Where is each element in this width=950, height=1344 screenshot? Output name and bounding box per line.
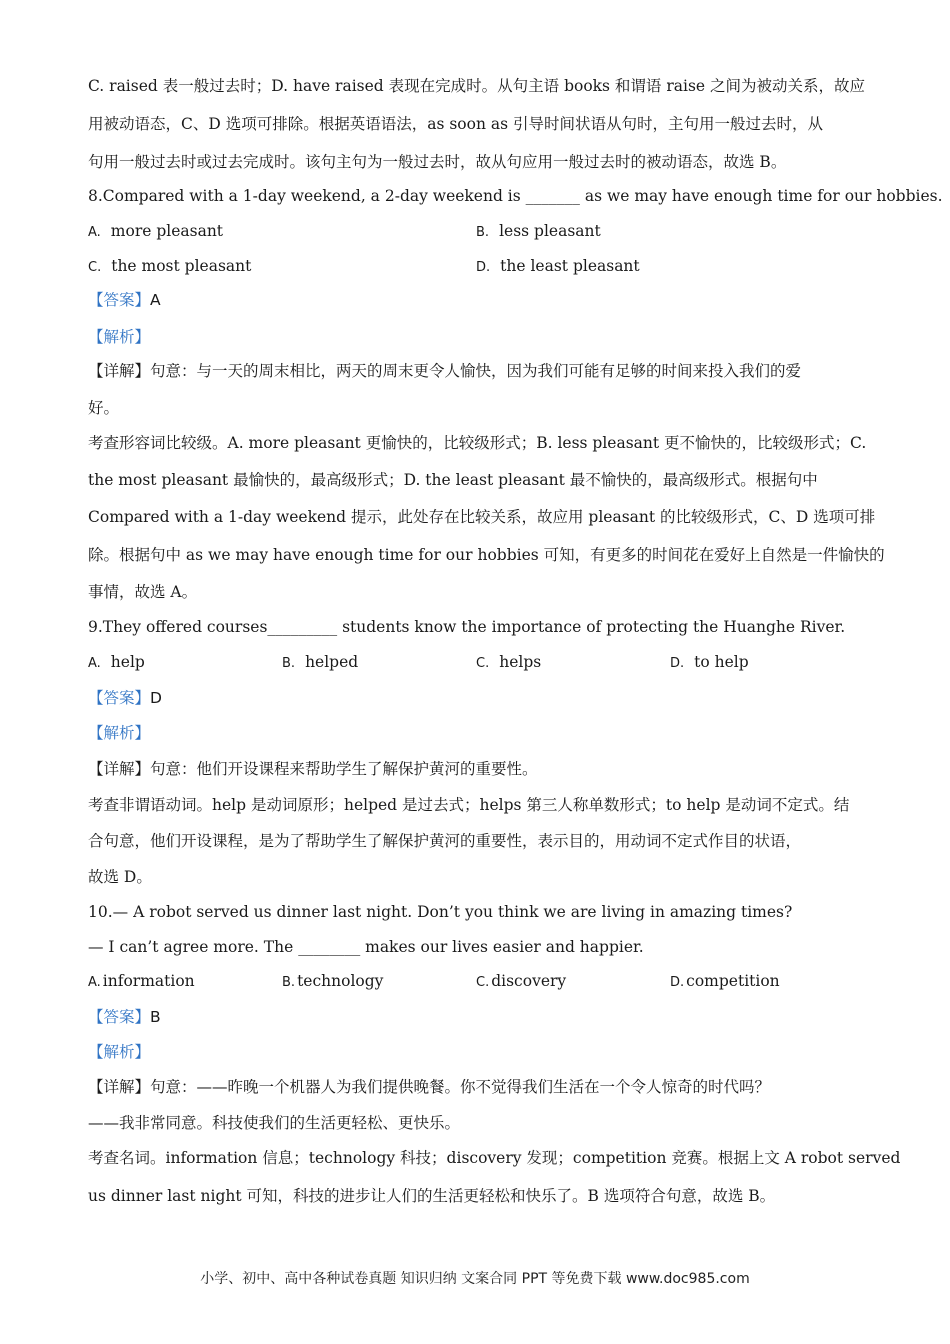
answer-value: D [150, 689, 162, 707]
q8-detail-line: 事情，故选 A。 [88, 583, 198, 601]
question-10-line: 10.— A robot served us dinner last night. Don’t you think we are living in amazing times? [88, 903, 793, 921]
q8-detail-line: the most pleasant 最愉快的，最高级形式；D. the least pleasant 最不愉快的，最高级形式。根据句中 [88, 471, 818, 489]
q9-option-d [670, 652, 749, 674]
q9-analysis-tag [88, 723, 150, 743]
q9-option-b [282, 652, 358, 674]
q10-option-b [282, 971, 383, 993]
q10-detail-line: 【详解】句意：——昨晚一个机器人为我们提供晚餐。你不觉得我们生活在一个令人惊奇的时代吗？ [88, 1078, 771, 1096]
option-label: C. [476, 656, 490, 671]
q8-detail-line: Compared with a 1-day weekend 提示，此处存在比较关系，故应用 pleasant 的比较级形式，C、D 选项可排 [88, 508, 876, 526]
option-label: B. [282, 975, 296, 990]
option-text: more pleasant [110, 222, 224, 240]
q8-detail-line: 【详解】句意：与一天的周末相比，两天的周末更令人愉快，因为我们可能有足够的时间来投入我们的爱 [88, 362, 802, 380]
analysis-tag: 【解析】 [88, 724, 151, 742]
option-text: to help [694, 653, 749, 671]
option-label: B. [476, 225, 490, 240]
q8-option-c [88, 256, 251, 278]
q10-detail-line: us dinner last night 可知，科技的进步让人们的生活更轻松和快乐了。B 选项符合句意，故选 B。 [88, 1187, 776, 1205]
q9-answer [88, 688, 162, 708]
answer-tag: 【答案】 [88, 1008, 151, 1026]
question-8: 8.Compared with a 1-day weekend, a 2-day weekend is _______ as we may have enough time for our hobbies. [88, 187, 943, 205]
q9-detail-line: 考查非谓语动词。help 是动词原形；helped 是过去式；helps 第三人称单数形式；to help 是动词不定式。结 [88, 796, 850, 814]
q9-option-a [88, 652, 145, 674]
answer-tag: 【答案】 [88, 291, 151, 309]
q9-detail-line: 故选 D。 [88, 868, 152, 886]
option-label: D. [670, 656, 685, 671]
option-text: helped [305, 653, 359, 671]
text-line: C. raised 表一般过去时；D. have raised 表现在完成时。从句主语 books 和谓语 raise 之间为被动关系，故应 [88, 77, 866, 95]
q10-answer [88, 1007, 161, 1027]
option-text: the least pleasant [500, 257, 640, 275]
q9-option-c [476, 652, 541, 674]
question-9: 9.They offered courses_________ students know the importance of protecting the Huanghe River. [88, 618, 846, 636]
option-text: help [110, 653, 145, 671]
text-line: 句用一般过去时或过去完成时。该句主句为一般过去时，故从句应用一般过去时的被动语态，故选 B。 [88, 153, 787, 171]
analysis-tag: 【解析】 [88, 1043, 151, 1061]
q9-detail-line: 合句意，他们开设课程，是为了帮助学生了解保护黄河的重要性，表示目的，用动词不定式作目的状语， [88, 832, 802, 850]
q8-analysis-tag [88, 327, 150, 347]
q8-answer [88, 290, 161, 310]
q10-analysis-tag [88, 1042, 150, 1062]
page-footer: 小学、初中、高中各种试卷真题 知识归纳 文案合同 PPT 等免费下载 www.doc985.com [200, 1271, 750, 1287]
option-text: technology [297, 972, 384, 990]
q8-option-d [476, 256, 640, 278]
q8-option-a [88, 221, 223, 243]
option-text: the most pleasant [111, 257, 252, 275]
answer-value: B [150, 1008, 161, 1026]
option-label: C. [88, 260, 102, 275]
option-label: D. [670, 975, 685, 990]
option-label: B. [282, 656, 296, 671]
q10-detail-line: 考查名词。information 信息；technology 科技；discovery 发现；competition 竞赛。根据上文 A robot served [88, 1149, 901, 1167]
text-line: 用被动语态，C、D 选项可排除。根据英语语法，as soon as 引导时间状语从句时，主句用一般过去时，从 [88, 115, 823, 133]
q8-detail-line: 好。 [88, 399, 120, 417]
question-10-line: — I can’t agree more. The ________ makes our lives easier and happier. [88, 938, 644, 956]
analysis-tag: 【解析】 [88, 328, 151, 346]
option-label: C. [476, 975, 490, 990]
q10-detail-line: ——我非常同意。科技使我们的生活更轻松、更快乐。 [88, 1114, 461, 1132]
answer-tag: 【答案】 [88, 689, 151, 707]
option-label: A. [88, 225, 101, 240]
q8-option-b [476, 221, 601, 243]
option-text: helps [499, 653, 542, 671]
q9-detail-line: 【详解】句意：他们开设课程来帮助学生了解保护黄河的重要性。 [88, 760, 538, 778]
option-text: discovery [491, 972, 567, 990]
option-label: A. [88, 975, 101, 990]
q8-detail-line: 除。根据句中 as we may have enough time for our hobbies 可知，有更多的时间花在爱好上自然是一件愉快的 [88, 546, 885, 564]
q10-option-a [88, 971, 195, 993]
option-label: D. [476, 260, 491, 275]
q10-option-d [670, 971, 780, 993]
answer-value: A [150, 291, 161, 309]
option-text: less pleasant [499, 222, 601, 240]
option-text: competition [686, 972, 780, 990]
option-label: A. [88, 656, 101, 671]
q10-option-c [476, 971, 566, 993]
option-text: information [102, 972, 195, 990]
q8-detail-line: 考查形容词比较级。A. more pleasant 更愉快的，比较级形式；B. less pleasant 更不愉快的，比较级形式；C. [88, 434, 867, 452]
